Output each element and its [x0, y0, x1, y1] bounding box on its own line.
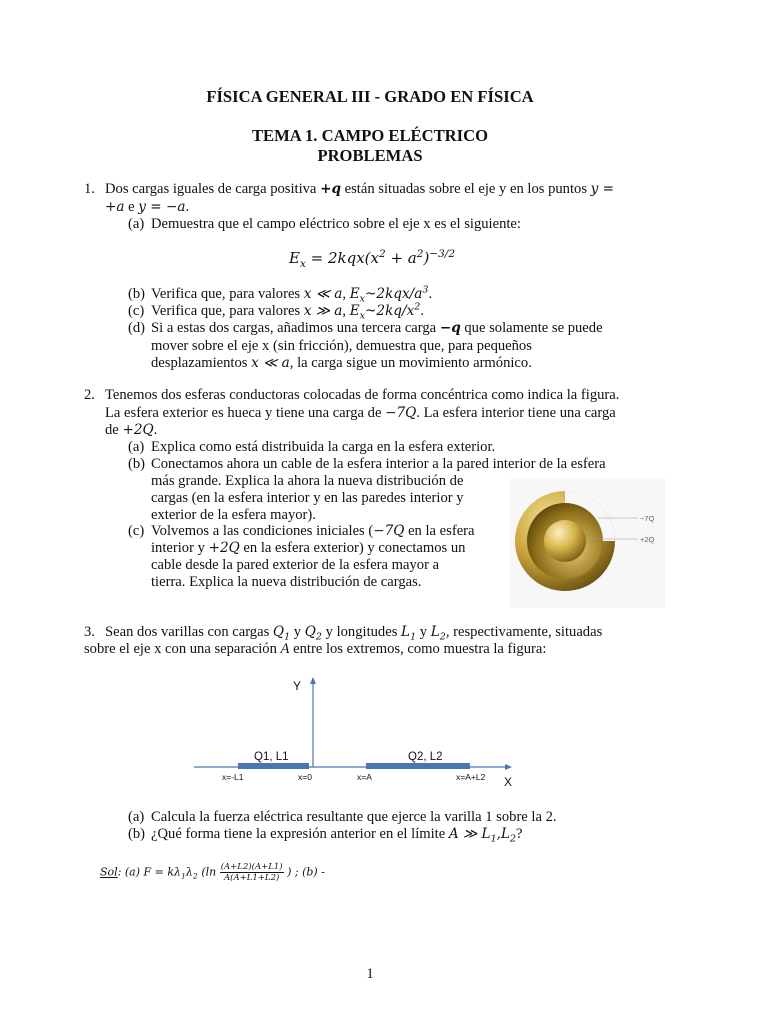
rod-1-label: Q1, L1 [254, 751, 289, 763]
outer-charge-label: −7Q [640, 514, 655, 523]
inner-sphere [544, 520, 586, 562]
p1-d-label: (d) [128, 320, 146, 336]
page-number: 1 [366, 966, 374, 982]
p1-a-text: Demuestra que el campo eléctrico sobre el eje x es el siguiente: [151, 216, 521, 232]
p1-a-label: (a) [128, 216, 145, 232]
rod-1 [238, 763, 309, 769]
x-axis-label: X [504, 775, 513, 789]
p2-c-line3: cable desde la pared exterior de la esfera mayor a [151, 557, 440, 573]
p2-line2: La esfera exterior es hueca y tiene una carga de −7Q. La esfera interior tiene una carga [105, 405, 616, 421]
problem-1-intro: Dos cargas iguales de carga positiva +q están situadas sobre el eje y en los puntos y = [105, 181, 615, 197]
p3-a-text: Calcula la fuerza eléctrica resultante que ejerce la varilla 1 sobre la 2. [151, 809, 557, 825]
p1-b-label: (b) [128, 286, 146, 302]
p1-d-line3: desplazamientos x ≪ a, la carga sigue un movimiento armónico. [151, 355, 532, 371]
problem-1-intro-line2: +a e y = −a. [105, 199, 190, 215]
problem-3-number: 3. [84, 624, 95, 640]
p2-b-label: (b) [128, 456, 146, 472]
inner-charge-label: +2Q [640, 535, 655, 544]
p2-line3: de +2Q. [105, 422, 158, 438]
p2-c-line1: Volvemos a las condiciones iniciales (−7Q en la esfera [151, 523, 475, 539]
p3-line2: sobre el eje x con una separación A entre los extremos, como muestra la figura: [84, 641, 547, 657]
tick-label-A: x=A [357, 772, 372, 782]
p2-line1: Tenemos dos esferas conductoras colocadas de forma concéntrica como indica la figura. [105, 387, 620, 403]
p3-b-text: ¿Qué forma tiene la expresión anterior en el límite A ≫ $L_1,L_2$? [151, 826, 523, 845]
topic-title: TEMA 1. CAMPO ELÉCTRICO [251, 126, 488, 145]
rods-figure [190, 675, 530, 790]
tick-label-minus-L1: x=-L1 [222, 772, 244, 782]
problem-2-number: 2. [84, 387, 95, 403]
p2-c-line4: tierra. Explica la nueva distribución de cargas. [151, 574, 422, 590]
p2-a-label: (a) [128, 439, 145, 455]
rod-2 [366, 763, 470, 769]
tick-label-zero: x=0 [298, 772, 312, 782]
p2-c-line2: interior y +2Q en la esfera exterior) y conectamos un [151, 540, 466, 556]
x-axis-arrow-icon [505, 764, 512, 770]
p3-b-label: (b) [128, 826, 146, 842]
p1-field-equation: $E_x = 2kqx(x^2 + a^2)^{-3/2}$ [289, 248, 455, 270]
p2-a-text: Explica como está distribuida la carga en la esfera exterior. [151, 439, 496, 455]
y-axis-arrow-icon [310, 677, 316, 684]
section-title: PROBLEMAS [317, 146, 423, 165]
p2-c-label: (c) [128, 523, 145, 539]
course-title: FÍSICA GENERAL III - GRADO EN FÍSICA [206, 87, 534, 106]
p2-b-line3: cargas (en la esfera interior y en las paredes interior y [151, 490, 464, 506]
p1-c-text: Verifica que, para valores x ≫ a, $E_x\sim 2kq/x^2$. [151, 301, 424, 322]
concentric-spheres-figure [510, 478, 665, 608]
p1-c-label: (c) [128, 303, 145, 319]
p1-b-text: Verifica que, para valores x ≪ a, $E_x\sim 2kqx/a^3$. [151, 284, 433, 305]
rod-2-label: Q2, L2 [408, 751, 443, 763]
p1-d-line2: mover sobre el eje x (sin fricción), demuestra que, para pequeños [151, 338, 532, 354]
p3-solution: Sol: (a) $F = k\lambda_1\lambda_2$ (ln $\frac{(A+L2)(A+L1)}{A(A+L1+L2)}$ ) ; (b) - [100, 862, 325, 883]
p3-line1: Sean dos varillas con cargas $Q_1$ y $Q_2$ y longitudes $L_1$ y $L_2$, respectivamente, situadas [105, 624, 603, 643]
y-axis-label: Y [293, 679, 302, 693]
solution-fraction: $\frac{(A+L2)(A+L1)}{A(A+L1+L2)}$ [220, 862, 283, 883]
p2-b-line2: más grande. Explica la ahora la nueva distribución de [151, 473, 464, 489]
p3-a-label: (a) [128, 809, 145, 825]
tick-label-A-plus-L2: x=A+L2 [456, 772, 486, 782]
problem-1-number: 1. [84, 181, 95, 197]
p2-b-line1: Conectamos ahora un cable de la esfera interior a la pared interior de la esfera [151, 456, 606, 472]
p1-d-line1: Si a estas dos cargas, añadimos una tercera carga −q que solamente se puede [151, 320, 603, 336]
p2-b-line4: exterior de la esfera mayor). [151, 507, 316, 523]
